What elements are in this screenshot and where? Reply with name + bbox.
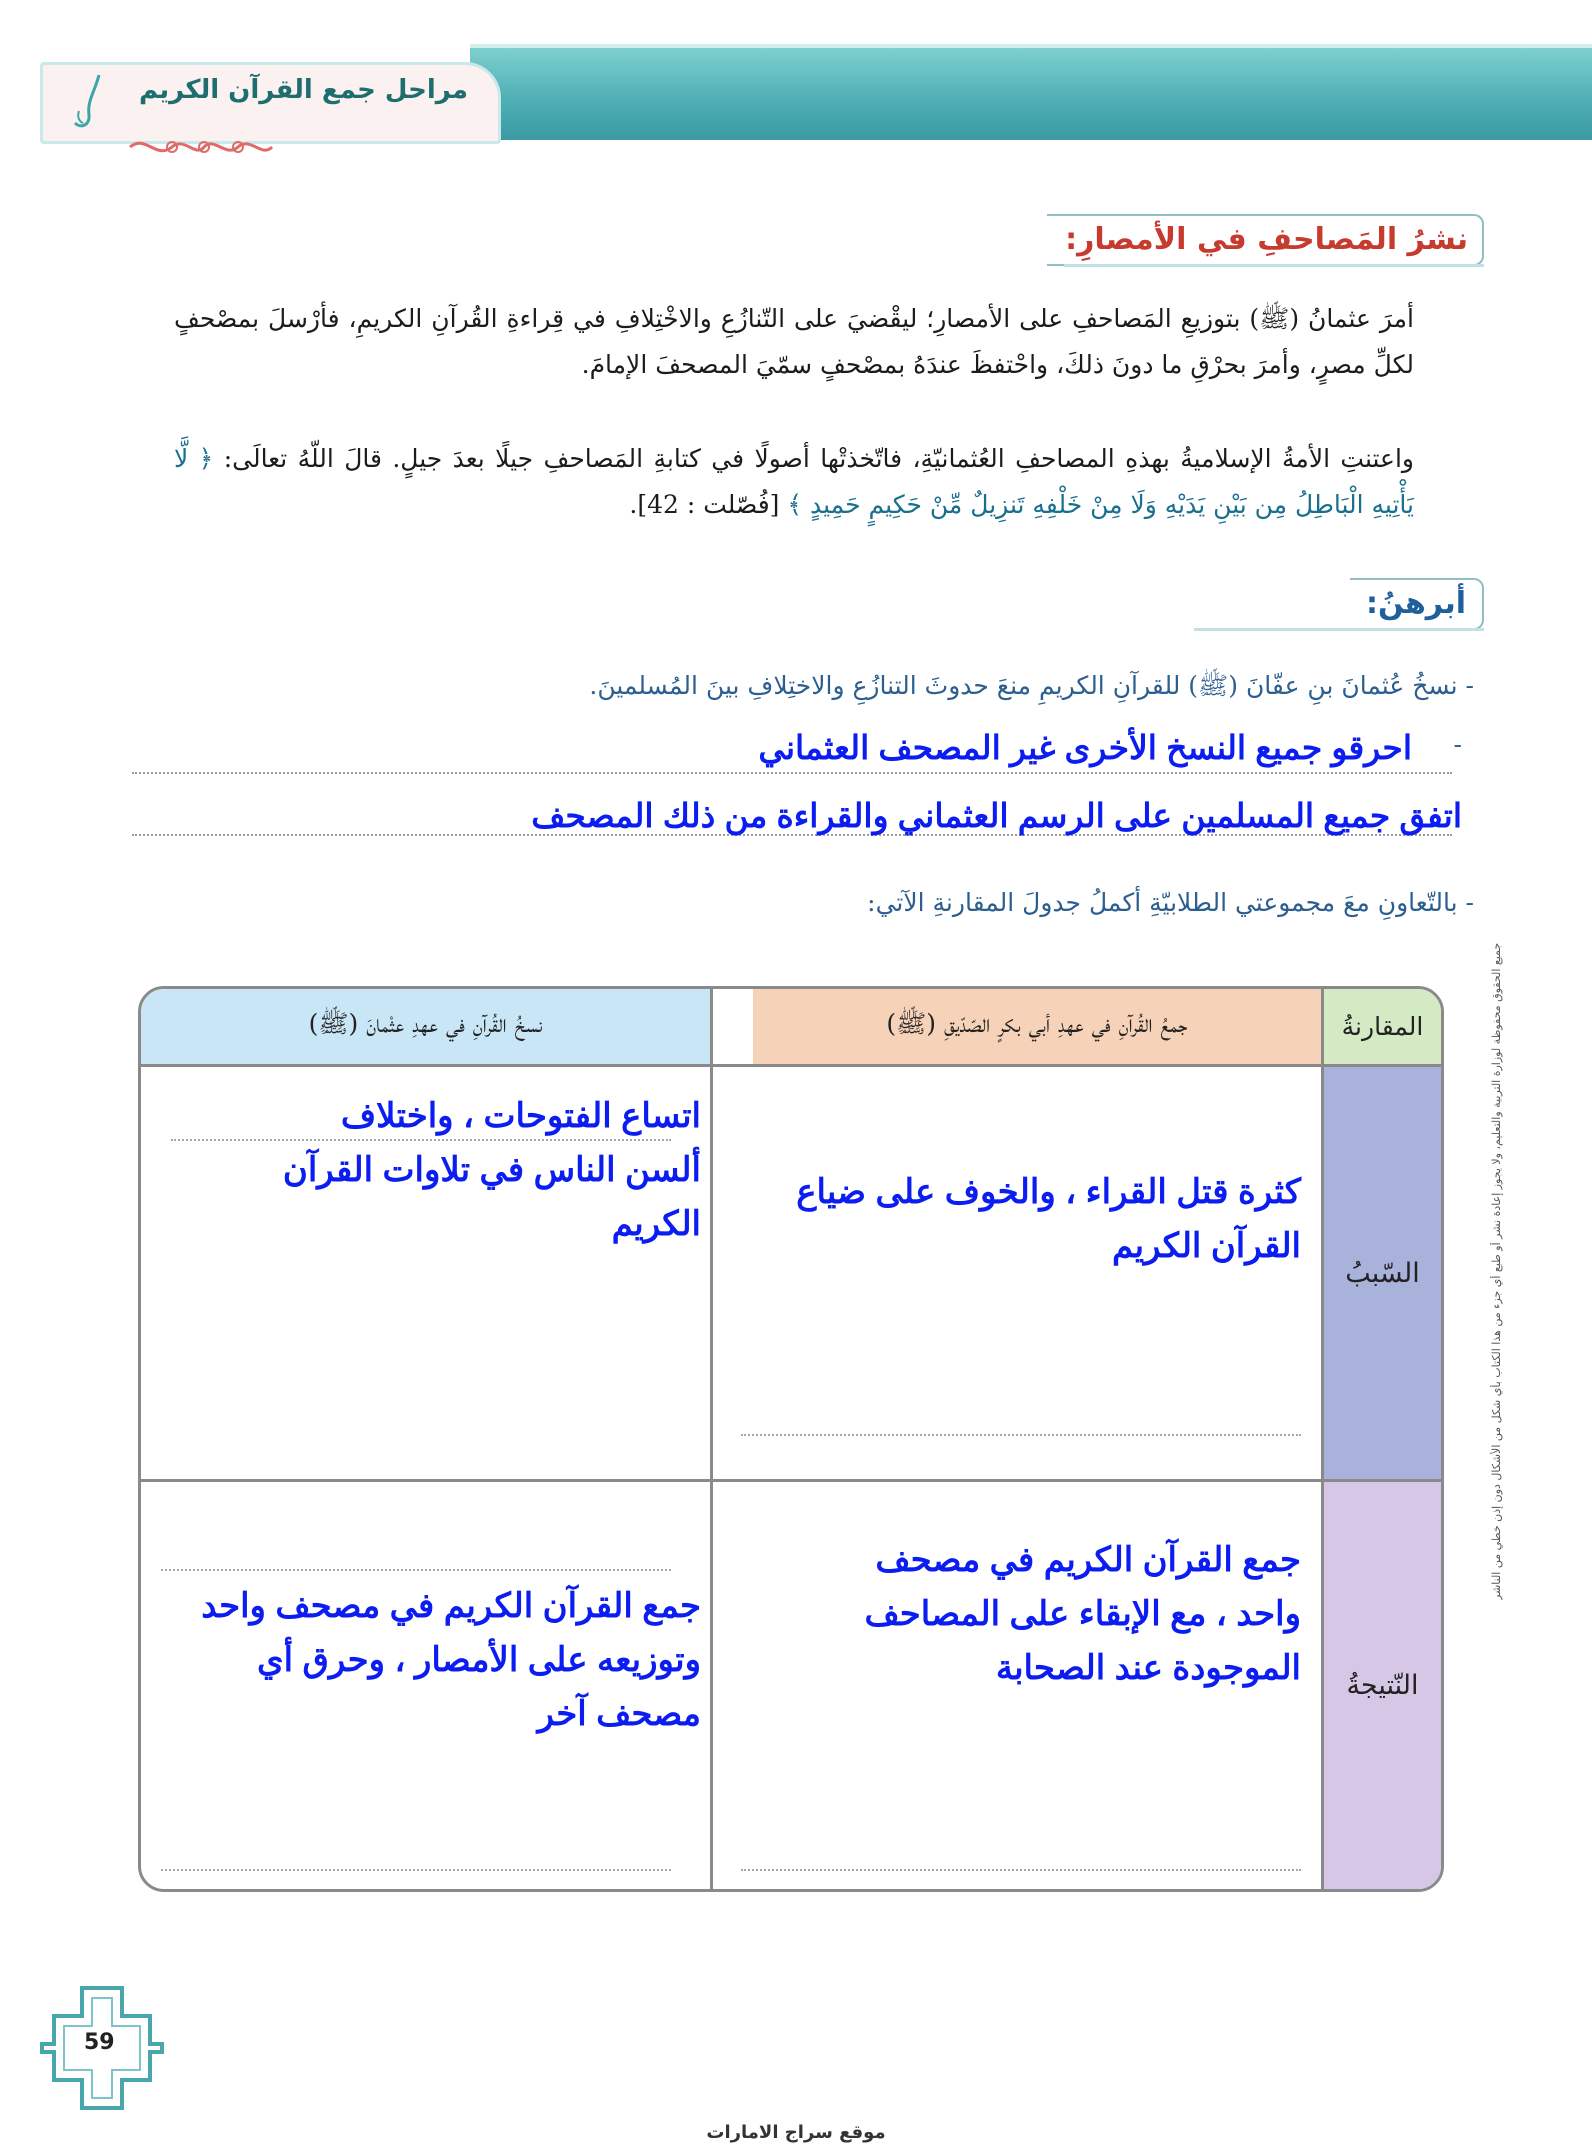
writing-line [161, 1869, 671, 1871]
writing-line [161, 1569, 671, 1571]
answer-line-1 [132, 772, 1452, 774]
table-divider-v1 [1321, 989, 1324, 1889]
answer-2: اتفق جميع المسلمين على الرسم العثماني والقراءة من ذلك المصحف [531, 797, 1462, 834]
section-heading: نشرُ المَصاحفِ في الأمصارِ: [1047, 214, 1484, 266]
row-label-reason: السّببُ [1324, 1067, 1441, 1479]
decorative-ornament-icon [126, 132, 276, 162]
page-number: 59 [84, 2030, 115, 2055]
header-compare: المقارنةُ [1324, 989, 1441, 1064]
lesson-title: مراحل جمع القرآن الكريم [139, 75, 468, 105]
result-abubakr-answer: جمع القرآن الكريم في مصحف واحد ، مع الإبقاء على المصاحف الموجودة عند الصحابة [864, 1541, 1301, 1687]
table-instruction: - بالتّعاونِ معَ مجموعتي الطلابيّةِ أكملُ جدولَ المقارنةِ الآتي: [867, 888, 1474, 917]
row-label-result: النّتيجةُ [1324, 1482, 1441, 1889]
calligraphy-flourish-icon [65, 71, 113, 135]
paragraph-preservation [174, 436, 1414, 528]
header-uthman: نسخُ القُرآنِ في عهدِ عثْمانَ (ﷺ) [141, 989, 710, 1064]
result-uthman-answer: جمع القرآن الكريم في مصحف واحد وتوزيعه على الأمصار ، وحرق أي مصحف آخر [201, 1587, 701, 1733]
verse-reference: [فُصّلت : 42]. [629, 490, 780, 519]
answer-dash: - [1453, 730, 1462, 759]
comparison-table [138, 986, 1444, 1892]
prove-statement: - نسخُ عُثمانَ بنِ عفّانَ (ﷺ) للقرآنِ الكريمِ منعَ حدوثَ التنازُعِ والاختِلافِ بينَ المُسلمينَ. [589, 671, 1474, 700]
header-band [470, 48, 1592, 140]
header-abubakr: جمعُ القُرآنِ في عهدِ أبي بكرٍ الصّدّيقِ (ﷺ) [753, 989, 1321, 1064]
paragraph-distribution: أمرَ عثمانُ (ﷺ) بتوزيعِ المَصاحفِ على الأمصارِ؛ ليقْضيَ على التّنازُعِ والاخْتِلافِ في قِراءةِ القُرآنِ الكريمِ، فأرْسلَ بمصْحفٍ لكلِّ مصرٍ، وأمرَ بحرْقِ ما دونَ ذلكَ، واحْتفظَ عندَهُ بمصْحفٍ سمّيَ المصحفَ الإمامَ. [174, 304, 1414, 379]
reason-uthman-answer: اتساع الفتوحات ، واختلاف ألسن الناس في تلاوات القرآن الكريم [282, 1097, 701, 1243]
writing-line [741, 1434, 1301, 1436]
section-underline [1064, 264, 1484, 267]
answer-1: احرقو جميع النسخ الأخرى غير المصحف العثماني [758, 729, 1412, 766]
footer-site-name: موقع سراج الامارات [706, 2122, 886, 2143]
table-divider-v2 [710, 989, 713, 1889]
table-divider-h1 [141, 1064, 1441, 1067]
prove-underline [1194, 628, 1484, 631]
table-divider-h2 [141, 1479, 1441, 1482]
prove-heading: أبرهنُ: [1350, 578, 1484, 630]
paragraph-text: واعتنتِ الأمةُ الإسلاميةُ بهذهِ المصاحفِ العُثمانيّةِ، فاتّخذتْها أصولًا في كتابةِ المَصاحفِ جيلًا بعدَ جيلٍ. قالَ اللّهُ تعالَى: [223, 444, 1414, 473]
quran-verse: ﴿ لَّا يَأْتِيهِ الْبَاطِلُ مِن بَيْنِ يَدَيْهِ وَلَا مِنْ خَلْفِهِ تَنزِيلٌ مِّنْ حَكِيمٍ حَمِيدٍ ﴾ [174, 444, 1414, 519]
copyright-side-note: جميع الحقوق محفوظة لوزارة التربية والتعليم، ولا يجوز إعادة نشر أو طبع أي جزء من هذا الكتاب بأي شكل من الأشكال دون إذن خطي من الناشر [1490, 942, 1503, 1600]
reason-abubakr-answer: كثرة قتل القراء ، والخوف على ضياع القرآن الكريم [796, 1173, 1301, 1265]
writing-line [741, 1869, 1301, 1871]
